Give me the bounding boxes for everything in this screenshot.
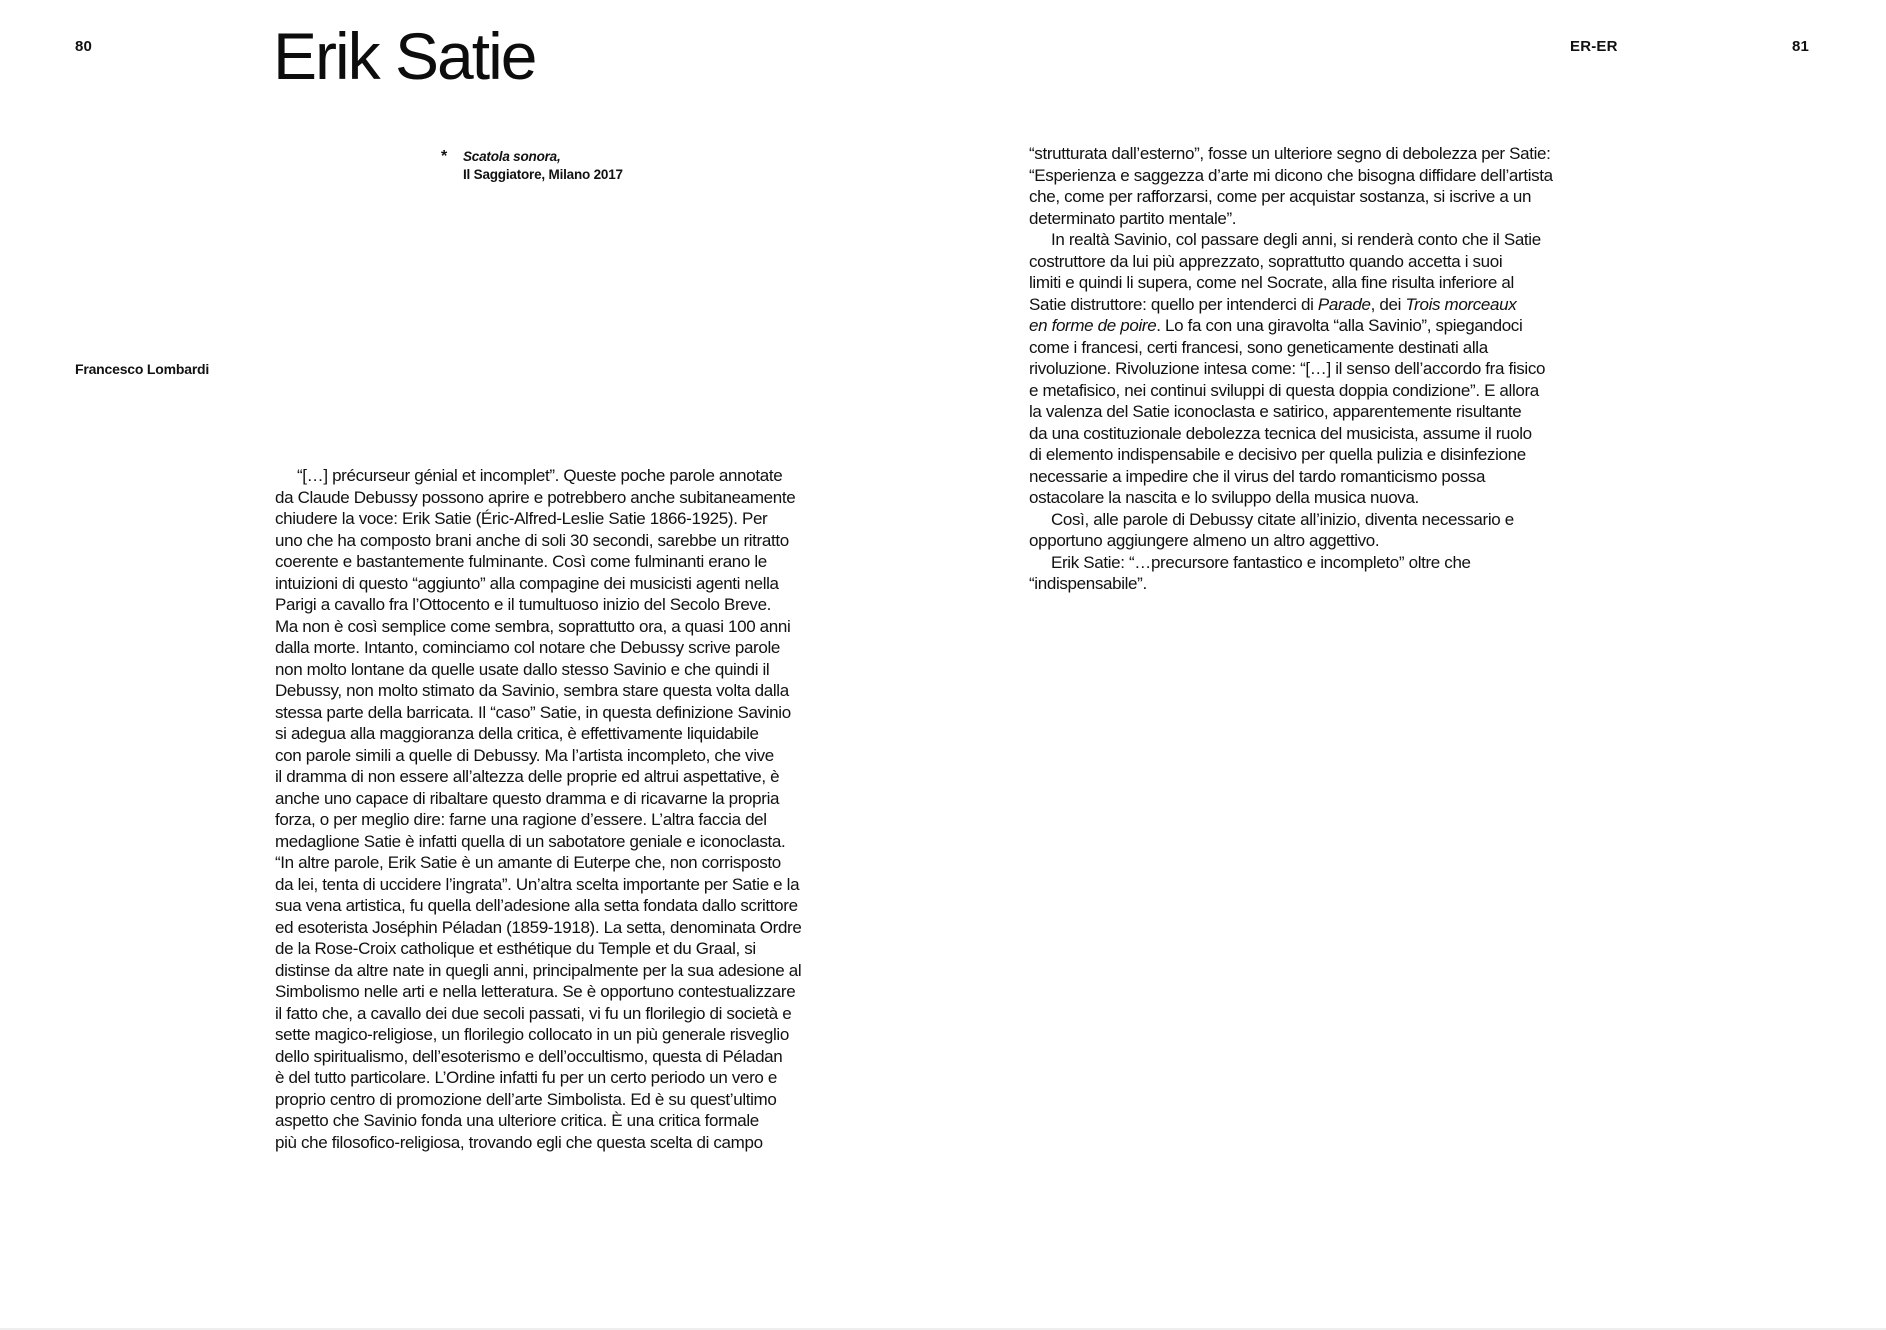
footnote-publisher: Il Saggiatore, Milano 2017 [463,167,623,182]
page-title: Erik Satie [273,19,536,93]
text-line: ed esoterista Joséphin Péladan (1859-1918). La setta, denominata Ordre [275,917,802,937]
text-line: ostacolare la nascita e lo sviluppo della musica nuova. [1029,488,1419,507]
body-text-right-column [1029,143,1553,595]
text-line: coerente e bastantemente fulminante. Così come fulminanti erano le [275,552,767,571]
text-line: stessa parte della barricata. Il “caso” Satie, in questa definizione Savinio [275,702,791,722]
text-line: necessarie a impedire che il virus del tardo romanticismo possa [1029,466,1486,486]
text-line: da Claude Debussy possono aprire e potrebbero anche subitaneamente [275,487,796,507]
running-head: ER-ER [1570,38,1618,55]
text-line: uno che ha composto brani anche di soli 30 secondi, sarebbe un ritratto [275,530,789,550]
text-line: distinse da altre nate in quegli anni, principalmente per la sua adesione al [275,960,802,980]
text-line: il fatto che, a cavallo dei due secoli passati, vi fu un florilegio di società e [275,1003,792,1023]
text-line: “strutturata dall’esterno”, fosse un ulteriore segno di debolezza per Satie: [1029,144,1551,163]
text-line: opportuno aggiungere almeno un altro aggettivo. [1029,531,1380,550]
body-text-left-column [275,465,801,1153]
author-name: Francesco Lombardi [75,361,210,377]
page-number-left: 80 [75,38,93,55]
text-line: sette magico-religiose, un florilegio collocato in un più generale risveglio [275,1025,789,1044]
text-line: anche uno capace di ribaltare questo dramma e di ricavarne la propria [275,788,780,808]
footnote-reference [463,148,683,184]
text-line: Debussy, non molto stimato da Savinio, sembra stare questa volta dalla [275,681,789,700]
italic-work-title: Parade [1317,294,1371,314]
text-line: “Esperienza e saggezza d’arte mi dicono che bisogna diffidare dell’artista [1029,165,1553,185]
text-line: “[…] précurseur génial et incomplet”. Queste poche parole annotate [297,466,783,485]
text-line-with-italics [1029,315,1553,337]
text-line: si adegua alla maggioranza della critica, è effettivamente liquidabile [275,724,759,743]
text-line: Così, alle parole di Debussy citate all’inizio, diventa necessario e [1051,509,1514,529]
text-line: la valenza del Satie iconoclasta e satirico, apparentemente risultante [1029,402,1522,421]
text-line: In realtà Savinio, col passare degli anni, si renderà conto che il Satie [1051,230,1541,249]
text-line: è del tutto particolare. L’Ordine infatti fu per un certo periodo un vero e [275,1068,778,1087]
italic-work-title: Trois morceaux [1405,294,1517,314]
text-line: de la Rose-Croix catholique et esthétique du Temple et du Graal, si [275,939,756,958]
text-line: che, come per rafforzarsi, come per acquistar sostanza, si iscrive a un [1029,187,1532,206]
italic-work-title: en forme de poire [1029,316,1157,335]
text-line: limiti e quindi li supera, come nel Socrate, alla fine risulta inferiore al [1029,273,1514,292]
text-line: Erik Satie: “…precursore fantastico e incompleto” oltre che [1051,552,1471,572]
text-line: di elemento indispensabile e decisivo per quella pulizia e disinfezione [1029,445,1526,464]
footnote-work-title: Scatola sonora, [463,149,561,164]
text-line: aspetto che Savinio fonda una ulteriore critica. È una critica formale [275,1111,759,1130]
text-line: forza, o per meglio dire: farne una ragione d’essere. L’altra faccia del [275,810,767,829]
text-line: più che filosofico-religiosa, trovando egli che questa scelta di campo [275,1132,763,1152]
text-run: . Lo fa con una giravolta “alla Savinio”, spiegandoci [1156,316,1523,335]
text-line: e metafisico, nei continui sviluppi di questa doppia condizione”. E allora [1029,380,1539,400]
text-run: Satie distruttore: quello per intenderci di [1029,294,1318,314]
text-line: dello spiritualismo, dell’esoterismo e dell’occultismo, questa di Péladan [275,1046,783,1066]
text-line: costruttore da lui più apprezzato, soprattutto quando accetta i suoi [1029,251,1503,271]
text-line: da lei, tenta di uccidere l’ingrata”. Un’altra scelta importante per Satie e la [275,874,800,894]
text-line: come i francesi, certi francesi, sono geneticamente destinati alla [1029,337,1488,357]
text-line: medaglione Satie è infatti quella di un sabotatore geniale e iconoclasta. [275,831,786,851]
text-line: Simbolismo nelle arti e nella letteratura. Se è opportuno contestualizzare [275,982,796,1001]
text-line: “In altre parole, Erik Satie è un amante di Euterpe che, non corrisposto [275,853,781,872]
text-run: , dei [1370,294,1406,314]
text-line: con parole simili a quelle di Debussy. Ma l’artista incompleto, che vive [275,745,774,765]
text-line: dalla morte. Intanto, cominciamo col notare che Debussy scrive parole [275,638,780,657]
text-line: Ma non è così semplice come sembra, soprattutto ora, a quasi 100 anni [275,616,791,636]
text-line-with-italics [1029,294,1553,316]
text-line: il dramma di non essere all’altezza delle proprie ed altrui aspettative, è [275,767,780,786]
text-line: rivoluzione. Rivoluzione intesa come: “[…] il senso dell’accordo fra fisico [1029,359,1546,378]
text-line: non molto lontane da quelle usate dallo stesso Savinio e che quindi il [275,659,770,679]
text-line: chiudere la voce: Erik Satie (Éric-Alfred-Leslie Satie 1866-1925). Per [275,509,768,528]
text-line: da una costituzionale debolezza tecnica del musicista, assume il ruolo [1029,423,1532,443]
text-line: proprio centro di promozione dell’arte Simbolista. Ed è su quest’ultimo [275,1089,777,1109]
text-line: determinato partito mentale”. [1029,208,1237,228]
page-number-right: 81 [1792,38,1810,55]
text-line: sua vena artistica, fu quella dell’adesione alla setta fondata dallo scrittore [275,896,798,915]
text-line: intuizioni di questo “aggiunto” alla compagine dei musicisti agenti nella [275,573,779,593]
text-line: “indispensabile”. [1029,574,1147,593]
footnote-marker: * [441,148,448,165]
text-line: Parigi a cavallo fra l’Ottocento e il tumultuoso inizio del Secolo Breve. [275,595,772,614]
